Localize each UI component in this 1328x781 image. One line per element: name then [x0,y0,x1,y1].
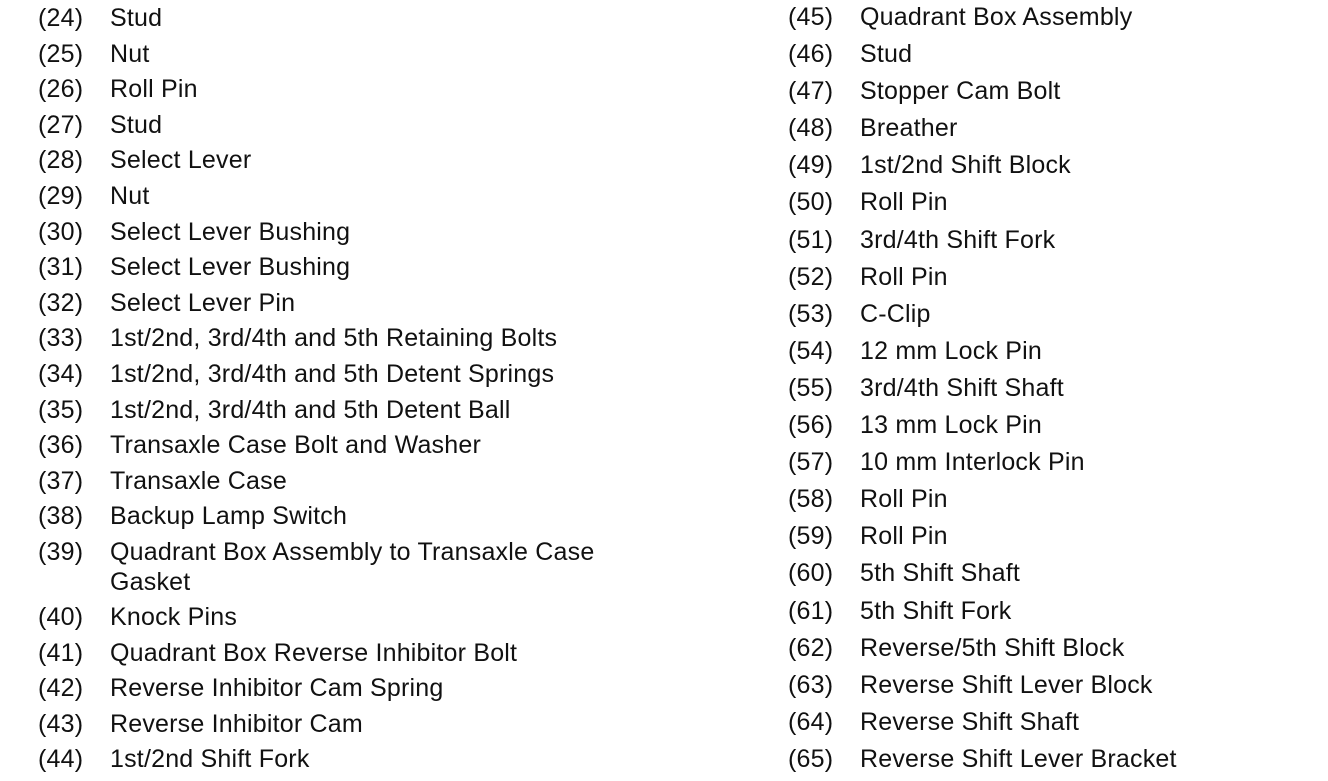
part-name: Select Lever [110,146,252,175]
part-name: 1st/2nd Shift Block [860,151,1071,180]
part-list-item [788,262,1328,292]
part-name: Transaxle Case [110,466,287,495]
part-number: (44) [38,745,84,774]
part-name: Nut [110,181,150,210]
part-list-item [38,145,678,175]
part-name: 1st/2nd, 3rd/4th and 5th Detent Springs [110,359,555,388]
part-list-item [38,673,678,703]
part-name: Reverse/5th Shift Block [860,633,1125,662]
part-number: (38) [38,502,84,531]
part-number: (61) [788,596,834,625]
part-name: C-Clip [860,299,931,328]
part-list-item [788,336,1328,366]
part-list-item [38,323,678,353]
part-name: 3rd/4th Shift Fork [860,225,1056,254]
part-list-item [38,638,678,668]
part-name: Select Lever Bushing [110,217,351,246]
part-number: (36) [38,431,84,460]
part-list-item [38,537,678,597]
part-name: Stopper Cam Bolt [860,77,1061,106]
part-number: (26) [38,75,84,104]
part-number: (46) [788,40,834,69]
part-name: 1st/2nd, 3rd/4th and 5th Retaining Bolts [110,324,558,353]
part-list-item [788,39,1328,69]
part-number: (49) [788,151,834,180]
part-name: Quadrant Box Reverse Inhibitor Bolt [110,638,518,667]
part-name: Reverse Shift Lever Block [860,670,1153,699]
part-name: 3rd/4th Shift Shaft [860,373,1064,402]
part-number: (63) [788,670,834,699]
part-number: (56) [788,411,834,440]
part-number: (57) [788,448,834,477]
part-list-item [38,217,678,247]
part-list-item [38,3,678,33]
part-name: Reverse Shift Shaft [860,707,1080,736]
part-list-item [38,466,678,496]
part-number: (32) [38,288,84,317]
part-number: (25) [38,39,84,68]
part-number: (40) [38,602,84,631]
part-name: Select Lever Bushing [110,253,351,282]
part-number: (33) [38,324,84,353]
part-name: 5th Shift Shaft [860,559,1021,588]
part-number: (50) [788,188,834,217]
part-list-item [788,596,1328,626]
part-number: (30) [38,217,84,246]
part-name: Stud [860,40,913,69]
part-number: (54) [788,336,834,365]
part-name: Quadrant Box Assembly [860,3,1133,31]
part-list-item [788,707,1328,737]
part-list-item [788,410,1328,440]
part-number: (55) [788,373,834,402]
part-list-item [788,2,1328,32]
part-list-item [38,744,678,774]
part-number: (39) [38,537,84,566]
part-list-item [38,288,678,318]
part-list-item [788,744,1328,774]
part-name: Reverse Inhibitor Cam Spring [110,674,444,703]
part-list-item [788,225,1328,255]
part-list-item [38,430,678,460]
part-name: Breather [860,114,958,143]
part-number: (27) [38,110,84,139]
part-name: Select Lever Pin [110,288,296,317]
part-number: (37) [38,466,84,495]
part-list-item [788,113,1328,143]
part-list-item [788,76,1328,106]
part-number: (35) [38,395,84,424]
part-name: Backup Lamp Switch [110,502,348,531]
part-number: (58) [788,485,834,514]
part-name: Stud [110,4,163,32]
part-list-item [38,39,678,69]
part-name: 5th Shift Fork [860,596,1012,625]
part-list-item [788,484,1328,514]
part-number: (43) [38,709,84,738]
part-name: Knock Pins [110,602,238,631]
part-list-item [38,395,678,425]
part-number: (41) [38,638,84,667]
part-name: Roll Pin [860,188,948,217]
part-number: (52) [788,262,834,291]
part-number: (31) [38,253,84,282]
part-name: Quadrant Box Assembly to Transaxle Case Gasket [110,537,595,596]
part-name: 12 mm Lock Pin [860,336,1043,365]
part-name: 10 mm Interlock Pin [860,448,1085,477]
part-name: Reverse Shift Lever Bracket [860,744,1177,773]
part-number: (64) [788,707,834,736]
part-list-item [38,181,678,211]
part-name: 1st/2nd, 3rd/4th and 5th Detent Ball [110,395,511,424]
part-name: Roll Pin [860,522,948,551]
part-list-item [38,602,678,632]
part-list-item [38,359,678,389]
part-number: (59) [788,522,834,551]
part-number: (28) [38,146,84,175]
part-number: (34) [38,359,84,388]
part-number: (24) [38,4,84,32]
part-number: (48) [788,114,834,143]
part-list-item [38,74,678,104]
part-list-item [788,447,1328,477]
part-number: (42) [38,674,84,703]
part-list-item [38,501,678,531]
part-list-item [788,521,1328,551]
part-list-item [788,187,1328,217]
parts-list-left-column [38,3,678,780]
part-number: (65) [788,744,834,773]
part-number: (60) [788,559,834,588]
part-list-item [788,373,1328,403]
part-number: (53) [788,299,834,328]
part-list-item [788,670,1328,700]
part-list-item [38,110,678,140]
part-number: (51) [788,225,834,254]
part-list-item [788,633,1328,663]
part-number: (62) [788,633,834,662]
part-name: Stud [110,110,163,139]
part-name: Roll Pin [860,262,948,291]
part-number: (45) [788,3,834,31]
part-list-item [788,299,1328,329]
part-list-item [38,252,678,282]
part-number: (29) [38,181,84,210]
part-name: 13 mm Lock Pin [860,411,1043,440]
part-name: 1st/2nd Shift Fork [110,745,310,774]
part-name: Transaxle Case Bolt and Washer [110,431,481,460]
part-list-item [38,709,678,739]
part-list-item [788,150,1328,180]
part-name: Reverse Inhibitor Cam [110,709,363,738]
part-name: Roll Pin [860,485,948,514]
part-name: Roll Pin [110,75,198,104]
part-name: Nut [110,39,150,68]
part-list-item [788,558,1328,588]
part-number: (47) [788,77,834,106]
parts-list-right-column [788,2,1328,781]
